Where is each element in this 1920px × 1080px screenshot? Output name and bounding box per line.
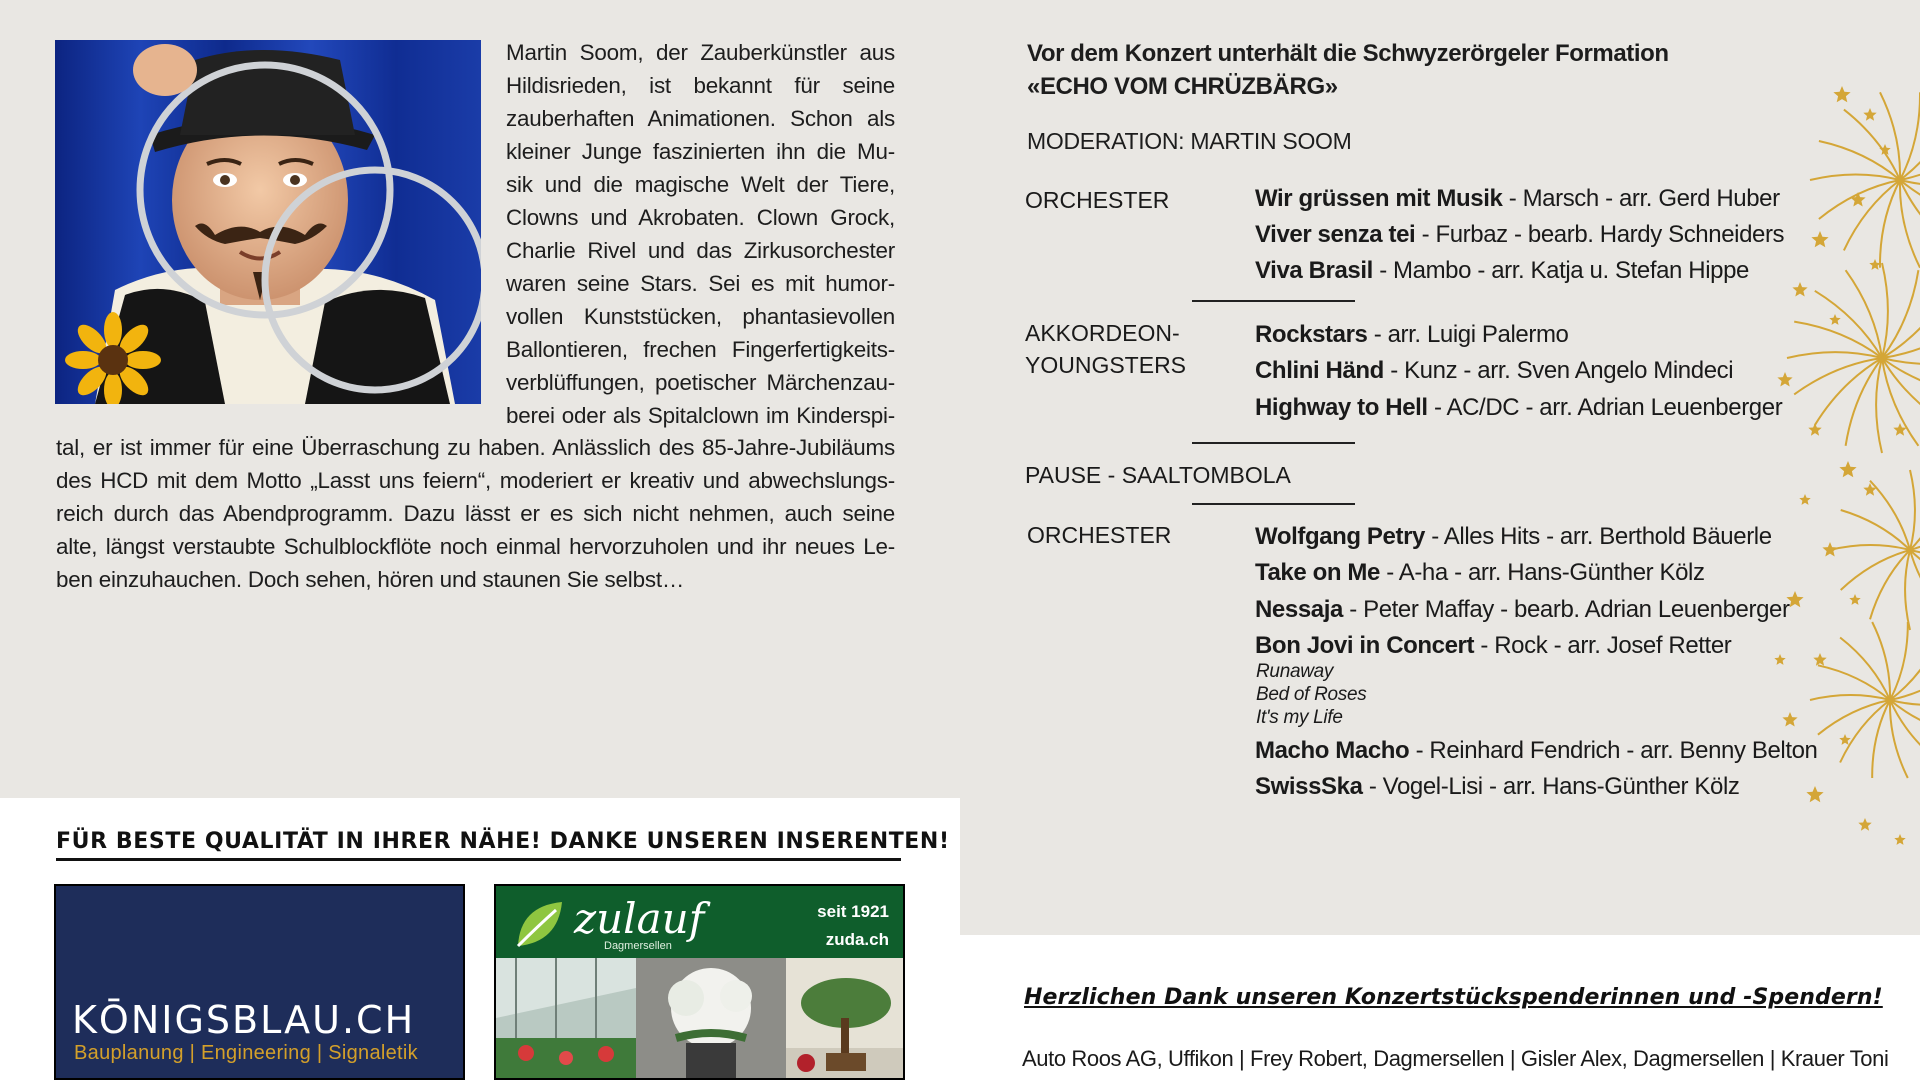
star-icon	[1813, 653, 1826, 666]
bio-line: tal, er ist immer für eine Überraschung zu haben. Anlässlich des 85-Jahre-Jubiläums	[56, 435, 895, 460]
piece-detail: - Mambo - arr. Katja u. Stefan Hippe	[1372, 257, 1749, 284]
piece-title: Viva Brasil	[1255, 257, 1373, 284]
piece-detail: - Furbaz - bearb. Hardy Schneiders	[1415, 221, 1785, 248]
sponsor-list: Auto Roos AG, Uffikon | Frey Robert, Dagmersellen | Gisler Alex, Dagmersellen | Krauer Toni	[1022, 1046, 1889, 1071]
burst-ray	[1900, 110, 1920, 180]
piece-title: Chlini Händ	[1255, 357, 1384, 384]
piece-detail: - A-ha - arr. Hans-Günther Kölz	[1379, 559, 1705, 586]
star-icon	[1839, 734, 1850, 745]
star-icon	[1869, 259, 1880, 270]
ad-zulauf-location: Dagmersellen	[604, 940, 672, 952]
section-divider	[1192, 300, 1355, 302]
bio-text-full	[56, 431, 895, 596]
piece-row	[1255, 321, 1568, 349]
star-icon	[1806, 786, 1823, 802]
star-icon	[1774, 654, 1785, 665]
burst-ray	[1890, 665, 1920, 700]
bio-line: berei oder als Spitalclown im Kinderspi-	[506, 403, 895, 428]
star-icon	[1850, 192, 1865, 207]
section-divider	[1192, 442, 1355, 444]
burst-ray	[1910, 550, 1920, 619]
bio-line: Ballontieren, frechen Fingerfertigkeits-	[506, 337, 895, 362]
star-icon	[1894, 834, 1905, 845]
star-icon	[1808, 423, 1821, 436]
piece-title: Wolfgang Petry	[1255, 523, 1425, 550]
piece-title: Nessaja	[1255, 596, 1343, 623]
piece-detail: - Reinhard Fendrich - arr. Benny Belton	[1409, 737, 1818, 764]
ad-zulauf-url: zuda.ch	[825, 930, 889, 949]
bio-line: sik und die magische Welt der Tiere,	[506, 172, 895, 197]
magician-photo	[55, 40, 481, 404]
thanks-heading: Herzlichen Dank unseren Konzertstückspenderinnen und -Spendern!	[1024, 985, 1883, 1010]
star-icon	[1858, 818, 1871, 831]
burst-ray	[1815, 358, 1882, 425]
burst-ray	[1870, 481, 1910, 550]
bio-line: zauberhaften Animationen. Schon als	[506, 106, 895, 131]
bio-line: ben einzuhauchen. Doch sehen, hören und staunen Sie selbst…	[56, 567, 685, 592]
bio-line: Hildisrieden, ist bekannt für seine	[506, 73, 895, 98]
bio-line: Charlie Rivel und das Zirkusorchester	[506, 238, 895, 263]
piece-title: Highway to Hell	[1255, 394, 1428, 421]
burst-ray	[1810, 695, 1890, 700]
piece-title: Macho Macho	[1255, 737, 1410, 764]
burst-ray	[1815, 291, 1882, 358]
section-label-orchester-1: ORCHESTER	[1025, 187, 1170, 213]
moderation-line: MODERATION: MARTIN SOOM	[1027, 128, 1352, 154]
piece-detail: - AC/DC - arr. Adrian Leuenberger	[1427, 394, 1783, 421]
piece-title: Viver senza tei	[1255, 221, 1416, 248]
ad-zulauf[interactable]	[494, 884, 905, 1080]
medley-item: It's my Life	[1256, 707, 1343, 728]
star-icon	[1799, 494, 1810, 505]
burst-ray	[1880, 180, 1900, 268]
ad-zulauf-since: seit 1921	[817, 902, 889, 921]
burst-ray	[1900, 92, 1920, 180]
section-divider	[1192, 503, 1355, 505]
bio-line: verblüffungen, poetischer Märchenzau-	[506, 370, 895, 395]
ad-koenigsblau-tagline: Bauplanung | Engineering | Signaletik	[74, 1042, 418, 1064]
bio-line: alte, längst verstaubte Schulblockflöte noch einmal hervorzuholen und ihr neues Le-	[56, 534, 895, 559]
burst-ray	[1840, 700, 1890, 763]
section-label-pause: PAUSE - SAALTOMBOLA	[1025, 462, 1291, 488]
bio-line: waren seine Stars. Sei es mit humor-	[506, 271, 895, 296]
burst-ray	[1910, 470, 1915, 550]
piece-row	[1255, 632, 1731, 660]
piece-title: Rockstars	[1255, 321, 1368, 348]
bio-line: reich durch das Abendprogramm. Dazu lässt er es sich nicht nehmen, auch seine	[56, 501, 895, 526]
piece-detail: - Peter Maffay - bearb. Adrian Leuenberger	[1342, 596, 1790, 623]
medley-item: Bed of Roses	[1256, 684, 1367, 705]
section-label-youngsters: YOUNGSTERS	[1025, 352, 1187, 378]
bio-line: vollen Kunststücken, phantasievollen	[506, 304, 895, 329]
garden-photos	[496, 958, 905, 1080]
burst-ray	[1830, 545, 1910, 550]
gold-stars-decoration	[1760, 80, 1920, 860]
section-label-orchester-2: ORCHESTER	[1027, 522, 1172, 548]
piece-detail: - Kunz - arr. Sven Angelo Mindeci	[1383, 357, 1734, 384]
star-icon	[1829, 314, 1840, 325]
ads-heading-rule	[56, 858, 901, 861]
bio-text-right	[506, 36, 895, 432]
burst-ray	[1787, 352, 1882, 358]
piece-title: Wir grüssen mit Musik	[1255, 185, 1503, 212]
star-icon	[1811, 231, 1828, 247]
piece-title: Take on Me	[1255, 559, 1380, 586]
ad-koenigsblau[interactable]	[54, 884, 465, 1080]
burst-ray	[1841, 510, 1910, 550]
piece-detail: - Vogel-Lisi - arr. Hans-Günther Kölz	[1362, 773, 1740, 800]
piece-row	[1255, 185, 1780, 213]
piece-detail: - Alles Hits - arr. Berthold Bäuerle	[1424, 523, 1772, 550]
program-intro-line1: Vor dem Konzert unterhält die Schwyzerörgeler Formation	[1027, 40, 1669, 67]
ads-heading: FÜR BESTE QUALITÄT IN IHRER NÄHE! DANKE UNSEREN INSERENTEN!	[56, 829, 950, 854]
burst-ray	[1876, 358, 1882, 453]
star-icon	[1849, 594, 1860, 605]
burst-ray	[1841, 550, 1910, 590]
piece-row	[1255, 221, 1784, 249]
medley-item: Runaway	[1256, 661, 1334, 682]
star-icon	[1839, 461, 1856, 477]
piece-row	[1255, 523, 1772, 551]
piece-row	[1255, 737, 1818, 765]
piece-title: Bon Jovi in Concert	[1255, 632, 1475, 659]
bio-line: Clowns und Akrobaten. Clown Grock,	[506, 205, 895, 230]
piece-detail: - Marsch - arr. Gerd Huber	[1502, 185, 1780, 212]
program-intro-line2: «ECHO VOM CHRÜZBÄRG»	[1027, 73, 1338, 100]
burst-ray	[1810, 174, 1900, 180]
star-icon	[1792, 282, 1807, 297]
star-icon	[1863, 108, 1876, 121]
ad-zulauf-brand: zulauf	[574, 894, 705, 943]
section-label-akkordeon: AKKORDEON-	[1025, 320, 1180, 346]
star-icon	[1822, 542, 1837, 557]
burst-ray	[1882, 358, 1920, 425]
piece-row	[1255, 559, 1705, 587]
piece-detail: - arr. Luigi Palermo	[1367, 321, 1569, 348]
piece-row	[1255, 357, 1733, 385]
bio-line: des HCD mit dem Motto „Lasst uns feiern“, moderiert er kreativ und abwechslungs-	[56, 468, 895, 493]
star-icon	[1833, 86, 1850, 102]
piece-row	[1255, 596, 1790, 624]
piece-detail: - Rock - arr. Josef Retter	[1474, 632, 1732, 659]
piece-row	[1255, 257, 1749, 285]
leaf-icon	[512, 896, 568, 952]
burst-ray	[1844, 180, 1900, 250]
piece-title: SwissSka	[1255, 773, 1363, 800]
burst-ray	[1905, 550, 1910, 630]
star-icon	[1786, 591, 1803, 607]
piece-row	[1255, 394, 1782, 422]
burst-ray	[1890, 700, 1920, 763]
ad-koenigsblau-name: KŌNIGSBLAU.CH	[72, 998, 416, 1042]
burst-ray	[1882, 263, 1888, 358]
bio-line: Martin Soom, der Zauberkünstler aus	[506, 40, 895, 65]
star-icon	[1777, 372, 1792, 387]
burst-ray	[1870, 550, 1910, 619]
bio-line: kleiner Junge faszinierten ihn die Mu-	[506, 139, 895, 164]
piece-row	[1255, 773, 1740, 801]
star-icon	[1782, 712, 1797, 727]
